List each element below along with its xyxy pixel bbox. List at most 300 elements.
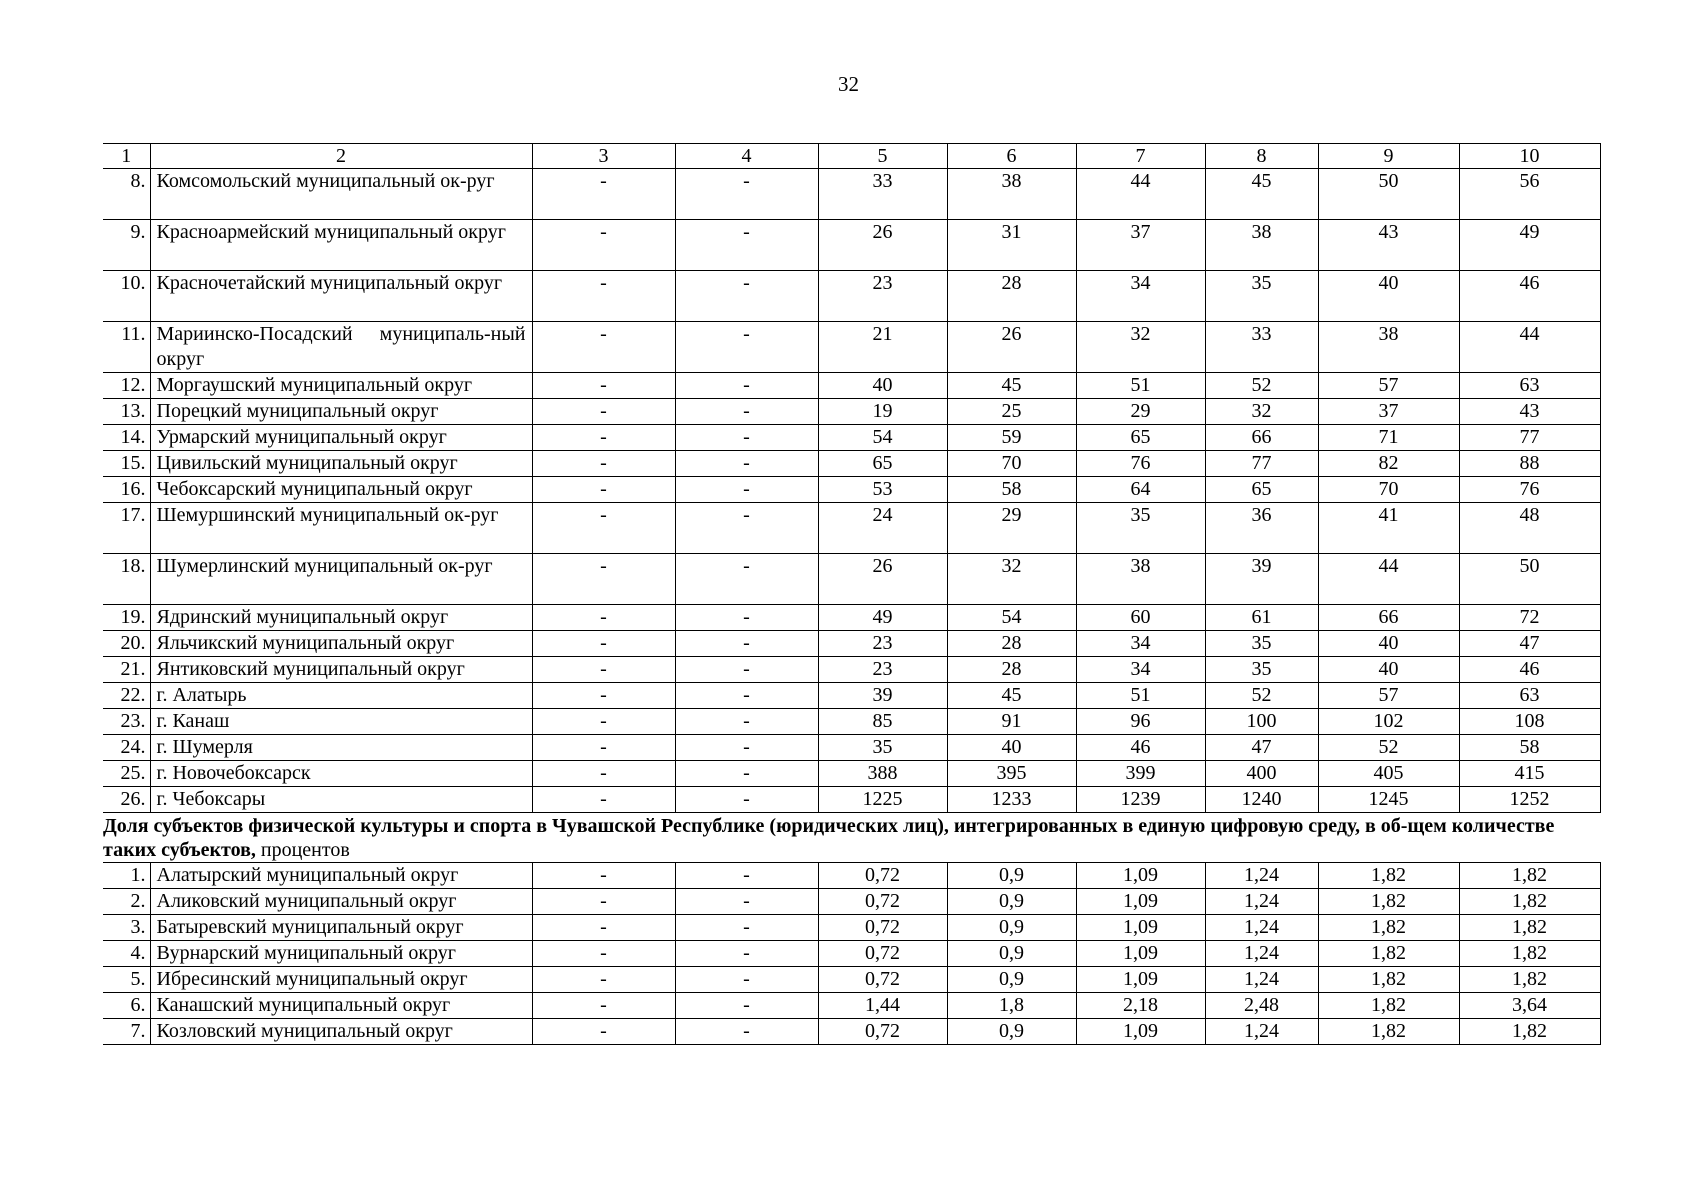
table-row [103,683,1600,709]
value-cell-c7: 1,09 [1076,967,1205,993]
row-number: 10. [103,271,150,322]
value-cell-c3: - [532,554,675,605]
municipality-name: Чебоксарский муниципальный округ [150,477,532,503]
row-number: 12. [103,373,150,399]
value-cell-c9: 50 [1318,169,1459,220]
table-row [103,631,1600,657]
value-cell-c8: 45 [1205,169,1318,220]
table-row [103,220,1600,271]
value-cell-c5: 23 [818,271,947,322]
value-cell-c8: 38 [1205,220,1318,271]
value-cell-c7: 399 [1076,761,1205,787]
value-cell-c4: - [675,322,818,373]
table-row [103,503,1600,554]
table-row [103,787,1600,813]
table-row [103,169,1600,220]
value-cell-c5: 0,72 [818,863,947,889]
row-number: 26. [103,787,150,813]
value-cell-c4: - [675,993,818,1019]
value-cell-c5: 49 [818,605,947,631]
value-cell-c10: 46 [1459,271,1600,322]
header-cell: 10 [1459,144,1600,169]
table-row [103,735,1600,761]
value-cell-c4: - [675,503,818,554]
value-cell-c8: 65 [1205,477,1318,503]
section-title-unit: процентов [255,839,350,861]
value-cell-c4: - [675,761,818,787]
value-cell-c4: - [675,554,818,605]
value-cell-c4: - [675,941,818,967]
table-row [103,915,1600,941]
value-cell-c9: 1,82 [1318,967,1459,993]
value-cell-c3: - [532,683,675,709]
table-row [103,399,1600,425]
municipality-name: Яльчикский муниципальный округ [150,631,532,657]
value-cell-c9: 1,82 [1318,863,1459,889]
value-cell-c3: - [532,477,675,503]
table-row [103,863,1600,889]
value-cell-c9: 57 [1318,373,1459,399]
value-cell-c8: 66 [1205,425,1318,451]
value-cell-c7: 32 [1076,322,1205,373]
table-row [103,477,1600,503]
row-number: 8. [103,169,150,220]
municipality-name: Мариинско-Посадский муниципаль-ный округ [150,322,532,373]
header-cell: 5 [818,144,947,169]
value-cell-c10: 1,82 [1459,889,1600,915]
value-cell-c3: - [532,631,675,657]
value-cell-c3: - [532,657,675,683]
value-cell-c8: 1,24 [1205,941,1318,967]
value-cell-c5: 65 [818,451,947,477]
value-cell-c5: 26 [818,554,947,605]
value-cell-c7: 38 [1076,554,1205,605]
value-cell-c8: 47 [1205,735,1318,761]
indicator-table [103,143,1601,1045]
table-row [103,993,1600,1019]
row-number: 13. [103,399,150,425]
municipality-name: Козловский муниципальный округ [150,1019,532,1045]
column-number-row [103,144,1600,169]
value-cell-c9: 70 [1318,477,1459,503]
value-cell-c6: 26 [947,322,1076,373]
municipality-name: Канашский муниципальный округ [150,993,532,1019]
value-cell-c4: - [675,709,818,735]
value-cell-c6: 45 [947,683,1076,709]
value-cell-c5: 26 [818,220,947,271]
row-number: 11. [103,322,150,373]
value-cell-c6: 25 [947,399,1076,425]
value-cell-c9: 41 [1318,503,1459,554]
row-number: 15. [103,451,150,477]
value-cell-c8: 32 [1205,399,1318,425]
value-cell-c3: - [532,993,675,1019]
value-cell-c8: 52 [1205,373,1318,399]
value-cell-c7: 44 [1076,169,1205,220]
header-cell: 8 [1205,144,1318,169]
value-cell-c9: 71 [1318,425,1459,451]
value-cell-c6: 0,9 [947,941,1076,967]
value-cell-c5: 24 [818,503,947,554]
value-cell-c3: - [532,889,675,915]
row-number: 20. [103,631,150,657]
value-cell-c4: - [675,477,818,503]
value-cell-c7: 65 [1076,425,1205,451]
value-cell-c6: 45 [947,373,1076,399]
value-cell-c10: 1252 [1459,787,1600,813]
row-number: 17. [103,503,150,554]
value-cell-c4: - [675,399,818,425]
value-cell-c8: 2,48 [1205,993,1318,1019]
municipality-name: Комсомольский муниципальный ок-руг [150,169,532,220]
value-cell-c5: 35 [818,735,947,761]
value-cell-c5: 23 [818,631,947,657]
value-cell-c8: 1,24 [1205,863,1318,889]
value-cell-c10: 88 [1459,451,1600,477]
value-cell-c6: 0,9 [947,1019,1076,1045]
value-cell-c6: 1233 [947,787,1076,813]
value-cell-c10: 63 [1459,683,1600,709]
value-cell-c5: 0,72 [818,1019,947,1045]
value-cell-c9: 52 [1318,735,1459,761]
value-cell-c6: 40 [947,735,1076,761]
value-cell-c10: 56 [1459,169,1600,220]
value-cell-c9: 40 [1318,631,1459,657]
value-cell-c4: - [675,373,818,399]
table-row [103,605,1600,631]
value-cell-c7: 1239 [1076,787,1205,813]
value-cell-c5: 54 [818,425,947,451]
table-row [103,657,1600,683]
row-number: 5. [103,967,150,993]
municipality-name: Ядринский муниципальный округ [150,605,532,631]
value-cell-c6: 1,8 [947,993,1076,1019]
table-row [103,373,1600,399]
municipality-name: Батыревский муниципальный округ [150,915,532,941]
value-cell-c3: - [532,399,675,425]
header-cell: 4 [675,144,818,169]
value-cell-c9: 40 [1318,271,1459,322]
value-cell-c10: 1,82 [1459,915,1600,941]
value-cell-c8: 36 [1205,503,1318,554]
value-cell-c10: 44 [1459,322,1600,373]
value-cell-c9: 1245 [1318,787,1459,813]
value-cell-c4: - [675,631,818,657]
value-cell-c3: - [532,605,675,631]
table-body [103,144,1600,1045]
value-cell-c3: - [532,169,675,220]
value-cell-c5: 0,72 [818,889,947,915]
value-cell-c4: - [675,271,818,322]
value-cell-c6: 91 [947,709,1076,735]
row-number: 18. [103,554,150,605]
value-cell-c7: 29 [1076,399,1205,425]
value-cell-c5: 33 [818,169,947,220]
value-cell-c3: - [532,451,675,477]
value-cell-c4: - [675,425,818,451]
value-cell-c9: 1,82 [1318,941,1459,967]
row-number: 9. [103,220,150,271]
municipality-name: г. Новочебоксарск [150,761,532,787]
section-heading [103,813,1600,863]
value-cell-c3: - [532,373,675,399]
value-cell-c8: 400 [1205,761,1318,787]
value-cell-c8: 1240 [1205,787,1318,813]
value-cell-c4: - [675,967,818,993]
municipality-name: Урмарский муниципальный округ [150,425,532,451]
value-cell-c3: - [532,941,675,967]
value-cell-c9: 66 [1318,605,1459,631]
value-cell-c10: 1,82 [1459,941,1600,967]
municipality-name: Красночетайский муниципальный округ [150,271,532,322]
value-cell-c9: 57 [1318,683,1459,709]
value-cell-c6: 0,9 [947,889,1076,915]
value-cell-c7: 35 [1076,503,1205,554]
value-cell-c7: 1,09 [1076,863,1205,889]
page-number: 32 [838,72,859,96]
municipality-name: г. Шумерля [150,735,532,761]
value-cell-c4: - [675,683,818,709]
value-cell-c9: 1,82 [1318,889,1459,915]
row-number: 2. [103,889,150,915]
value-cell-c4: - [675,169,818,220]
value-cell-c8: 61 [1205,605,1318,631]
value-cell-c7: 34 [1076,271,1205,322]
value-cell-c10: 50 [1459,554,1600,605]
value-cell-c3: - [532,915,675,941]
value-cell-c7: 46 [1076,735,1205,761]
row-number: 6. [103,993,150,1019]
value-cell-c6: 0,9 [947,915,1076,941]
municipality-name: Цивильский муниципальный округ [150,451,532,477]
value-cell-c10: 3,64 [1459,993,1600,1019]
value-cell-c9: 38 [1318,322,1459,373]
value-cell-c6: 395 [947,761,1076,787]
row-number: 23. [103,709,150,735]
header-cell: 1 [103,144,150,169]
municipality-name: Алатырский муниципальный округ [150,863,532,889]
row-number: 19. [103,605,150,631]
value-cell-c7: 34 [1076,631,1205,657]
header-cell: 9 [1318,144,1459,169]
value-cell-c3: - [532,322,675,373]
value-cell-c9: 102 [1318,709,1459,735]
value-cell-c3: - [532,967,675,993]
municipality-name: Порецкий муниципальный округ [150,399,532,425]
value-cell-c5: 23 [818,657,947,683]
municipality-name: г. Алатырь [150,683,532,709]
value-cell-c6: 0,9 [947,863,1076,889]
value-cell-c8: 52 [1205,683,1318,709]
municipality-name: г. Чебоксары [150,787,532,813]
value-cell-c9: 37 [1318,399,1459,425]
table-row [103,941,1600,967]
value-cell-c10: 43 [1459,399,1600,425]
municipality-name: Аликовский муниципальный округ [150,889,532,915]
value-cell-c4: - [675,1019,818,1045]
value-cell-c3: - [532,863,675,889]
value-cell-c8: 1,24 [1205,915,1318,941]
row-number: 24. [103,735,150,761]
section-title-bold: Доля субъектов физической культуры и спорта в Чувашской Республике (юридических лиц), интегрированных в единую цифровую среду, в об-щем количестве таких субъектов, [103,815,1555,861]
value-cell-c7: 76 [1076,451,1205,477]
value-cell-c6: 0,9 [947,967,1076,993]
value-cell-c7: 1,09 [1076,915,1205,941]
value-cell-c6: 54 [947,605,1076,631]
value-cell-c10: 48 [1459,503,1600,554]
value-cell-c10: 76 [1459,477,1600,503]
value-cell-c5: 85 [818,709,947,735]
value-cell-c10: 46 [1459,657,1600,683]
header-cell: 7 [1076,144,1205,169]
value-cell-c3: - [532,220,675,271]
row-number: 1. [103,863,150,889]
value-cell-c6: 38 [947,169,1076,220]
table-row [103,889,1600,915]
municipality-name: Шумерлинский муниципальный ок-руг [150,554,532,605]
value-cell-c8: 39 [1205,554,1318,605]
value-cell-c5: 53 [818,477,947,503]
value-cell-c9: 82 [1318,451,1459,477]
value-cell-c8: 35 [1205,631,1318,657]
row-number: 14. [103,425,150,451]
value-cell-c7: 1,09 [1076,889,1205,915]
value-cell-c5: 19 [818,399,947,425]
value-cell-c9: 1,82 [1318,915,1459,941]
header-cell: 6 [947,144,1076,169]
municipality-name: Янтиковский муниципальный округ [150,657,532,683]
row-number: 16. [103,477,150,503]
value-cell-c6: 59 [947,425,1076,451]
table-row [103,451,1600,477]
value-cell-c7: 51 [1076,373,1205,399]
value-cell-c4: - [675,605,818,631]
value-cell-c3: - [532,787,675,813]
header-cell: 3 [532,144,675,169]
header-cell: 2 [150,144,532,169]
value-cell-c10: 1,82 [1459,967,1600,993]
value-cell-c3: - [532,1019,675,1045]
value-cell-c8: 1,24 [1205,967,1318,993]
municipality-name: Моргаушский муниципальный округ [150,373,532,399]
value-cell-c7: 1,09 [1076,941,1205,967]
value-cell-c4: - [675,451,818,477]
value-cell-c7: 51 [1076,683,1205,709]
value-cell-c5: 0,72 [818,915,947,941]
value-cell-c10: 63 [1459,373,1600,399]
value-cell-c3: - [532,425,675,451]
value-cell-c7: 64 [1076,477,1205,503]
section-heading-row [103,813,1600,863]
table-row [103,1019,1600,1045]
row-number: 25. [103,761,150,787]
value-cell-c7: 60 [1076,605,1205,631]
value-cell-c6: 70 [947,451,1076,477]
value-cell-c9: 405 [1318,761,1459,787]
value-cell-c6: 29 [947,503,1076,554]
value-cell-c6: 28 [947,631,1076,657]
value-cell-c10: 47 [1459,631,1600,657]
row-number: 3. [103,915,150,941]
value-cell-c4: - [675,863,818,889]
value-cell-c10: 58 [1459,735,1600,761]
value-cell-c6: 28 [947,271,1076,322]
value-cell-c9: 1,82 [1318,1019,1459,1045]
value-cell-c5: 0,72 [818,967,947,993]
value-cell-c6: 32 [947,554,1076,605]
table-row [103,709,1600,735]
value-cell-c6: 31 [947,220,1076,271]
value-cell-c9: 40 [1318,657,1459,683]
value-cell-c5: 21 [818,322,947,373]
value-cell-c10: 1,82 [1459,863,1600,889]
value-cell-c8: 35 [1205,271,1318,322]
value-cell-c5: 40 [818,373,947,399]
value-cell-c3: - [532,503,675,554]
municipality-name: Красноармейский муниципальный округ [150,220,532,271]
value-cell-c10: 108 [1459,709,1600,735]
value-cell-c5: 1225 [818,787,947,813]
value-cell-c4: - [675,735,818,761]
value-cell-c8: 100 [1205,709,1318,735]
row-number: 22. [103,683,150,709]
value-cell-c8: 35 [1205,657,1318,683]
value-cell-c5: 0,72 [818,941,947,967]
table-row [103,967,1600,993]
value-cell-c3: - [532,735,675,761]
value-cell-c8: 1,24 [1205,1019,1318,1045]
value-cell-c9: 1,82 [1318,993,1459,1019]
value-cell-c4: - [675,657,818,683]
value-cell-c7: 34 [1076,657,1205,683]
value-cell-c8: 1,24 [1205,889,1318,915]
value-cell-c4: - [675,889,818,915]
value-cell-c6: 58 [947,477,1076,503]
value-cell-c3: - [532,271,675,322]
value-cell-c9: 43 [1318,220,1459,271]
value-cell-c6: 28 [947,657,1076,683]
municipality-name: Ибресинский муниципальный округ [150,967,532,993]
value-cell-c9: 44 [1318,554,1459,605]
municipality-name: Шемуршинский муниципальный ок-руг [150,503,532,554]
value-cell-c7: 37 [1076,220,1205,271]
value-cell-c7: 96 [1076,709,1205,735]
row-number: 21. [103,657,150,683]
table-row [103,322,1600,373]
municipality-name: Вурнарский муниципальный округ [150,941,532,967]
value-cell-c5: 1,44 [818,993,947,1019]
value-cell-c10: 1,82 [1459,1019,1600,1045]
value-cell-c4: - [675,787,818,813]
value-cell-c10: 415 [1459,761,1600,787]
value-cell-c5: 388 [818,761,947,787]
value-cell-c10: 77 [1459,425,1600,451]
value-cell-c4: - [675,220,818,271]
table-row [103,554,1600,605]
row-number: 7. [103,1019,150,1045]
value-cell-c3: - [532,761,675,787]
table-row [103,271,1600,322]
value-cell-c10: 49 [1459,220,1600,271]
value-cell-c8: 77 [1205,451,1318,477]
table-row [103,761,1600,787]
value-cell-c3: - [532,709,675,735]
value-cell-c7: 2,18 [1076,993,1205,1019]
row-number: 4. [103,941,150,967]
municipality-name: г. Канаш [150,709,532,735]
value-cell-c5: 39 [818,683,947,709]
value-cell-c4: - [675,915,818,941]
